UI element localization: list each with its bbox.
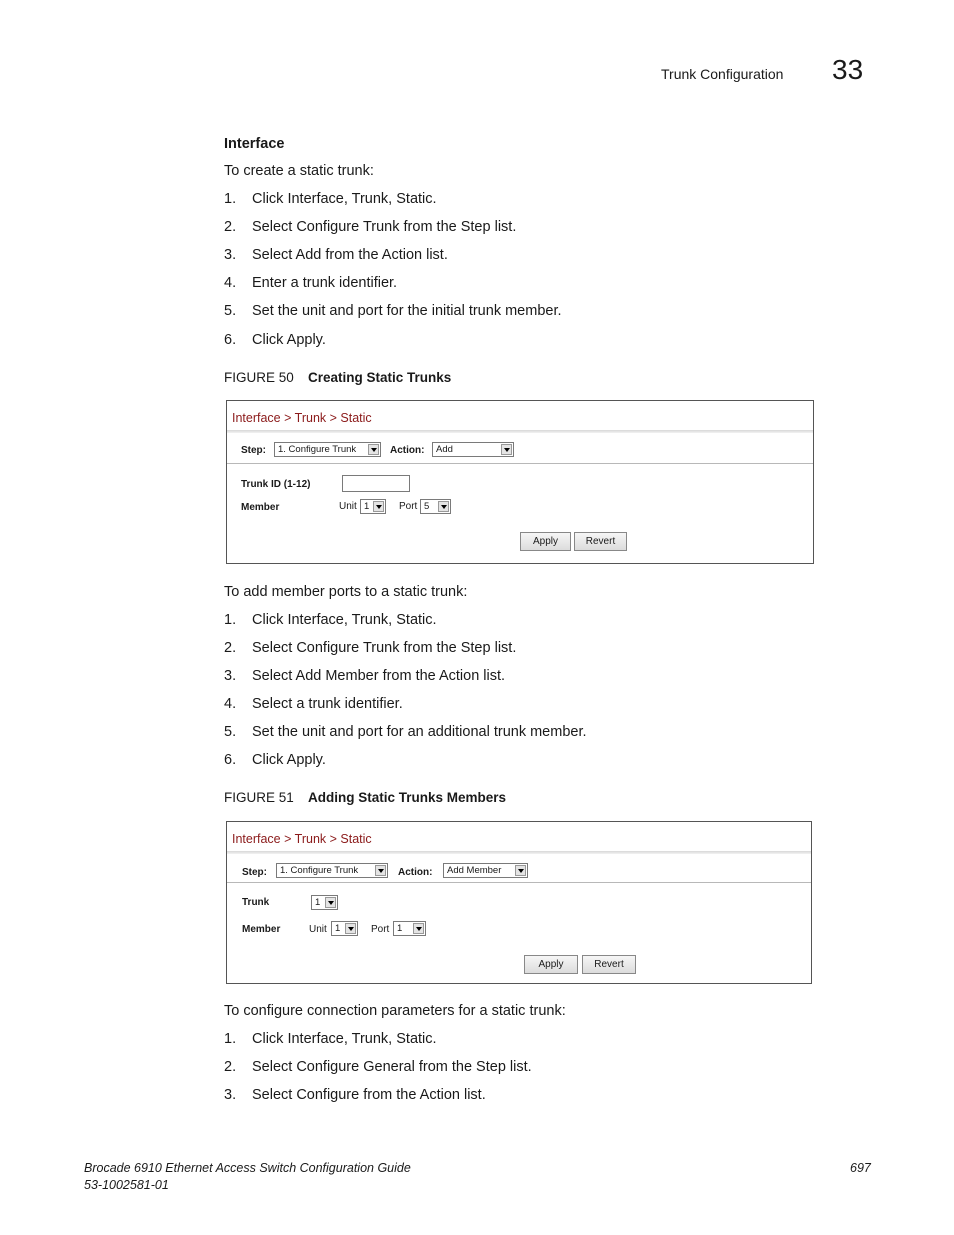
figure-label: FIGURE 51 xyxy=(224,790,294,805)
page-number: 697 xyxy=(850,1161,871,1175)
action-select-value: Add xyxy=(436,444,453,455)
list-item xyxy=(224,668,505,684)
list-item xyxy=(224,303,562,319)
step-text: Select Add Member from the Action list. xyxy=(252,668,506,684)
unit-label: Unit xyxy=(309,924,327,935)
step-number: 2. xyxy=(224,1059,237,1075)
chevron-down-icon[interactable] xyxy=(325,897,336,908)
figure-label: FIGURE 50 xyxy=(224,370,294,385)
chevron-down-icon[interactable] xyxy=(515,865,526,876)
figure-title: Creating Static Trunks xyxy=(308,370,452,385)
breadcrumb: Interface > Trunk > Static xyxy=(232,832,372,846)
step-number: 3. xyxy=(224,247,237,263)
step-text: Select Configure from the Action list. xyxy=(252,1087,486,1103)
list-item xyxy=(224,191,437,207)
port-select[interactable] xyxy=(420,499,451,514)
step-text: Set the unit and port for an additional trunk member. xyxy=(252,724,587,740)
step-label: Step: xyxy=(242,867,267,878)
divider xyxy=(227,430,813,433)
step-number: 2. xyxy=(224,219,237,235)
step-text: Enter a trunk identifier. xyxy=(252,275,398,291)
figure-title: Adding Static Trunks Members xyxy=(308,790,507,805)
step-number: 4. xyxy=(224,275,237,291)
member-label: Member xyxy=(242,924,281,935)
action-label: Action: xyxy=(390,445,425,456)
step-select[interactable] xyxy=(274,442,381,457)
add-member-intro: To add member ports to a static trunk: xyxy=(224,584,468,600)
chevron-down-icon[interactable] xyxy=(413,923,424,934)
action-select[interactable] xyxy=(432,442,514,457)
revert-button[interactable]: Revert xyxy=(574,532,627,551)
section-heading: Interface xyxy=(224,136,285,152)
step-label: Step: xyxy=(241,445,266,456)
step-number: 1. xyxy=(224,612,237,628)
chevron-down-icon[interactable] xyxy=(501,444,512,455)
step-text: Click Apply. xyxy=(252,332,326,348)
step-number: 3. xyxy=(224,1087,237,1103)
step-select[interactable] xyxy=(276,863,388,878)
chevron-down-icon[interactable] xyxy=(345,923,356,934)
revert-button[interactable]: Revert xyxy=(582,955,636,974)
port-label: Port xyxy=(399,501,418,512)
document-number: 53-1002581-01 xyxy=(84,1178,169,1192)
step-text: Select Configure Trunk from the Step list. xyxy=(252,219,517,235)
unit-select-value: 1 xyxy=(364,501,370,512)
trunk-select[interactable] xyxy=(311,895,338,910)
document-title: Brocade 6910 Ethernet Access Switch Configuration Guide xyxy=(84,1161,411,1175)
step-text: Set the unit and port for the initial trunk member. xyxy=(252,303,562,319)
chapter-number: 33 xyxy=(832,54,864,85)
step-number: 5. xyxy=(224,303,237,319)
list-item xyxy=(224,1059,532,1075)
divider xyxy=(227,463,813,464)
unit-label: Unit xyxy=(339,501,357,512)
list-item xyxy=(224,247,448,263)
step-number: 1. xyxy=(224,191,237,207)
step-number: 1. xyxy=(224,1031,237,1047)
list-item xyxy=(224,1031,437,1047)
unit-select[interactable] xyxy=(331,921,358,936)
list-item xyxy=(224,696,403,712)
step-select-value: 1. Configure Trunk xyxy=(278,444,357,455)
divider xyxy=(227,882,811,883)
step-number: 3. xyxy=(224,668,237,684)
list-item xyxy=(224,724,587,740)
trunk-id-input[interactable] xyxy=(342,475,410,492)
trunk-id-label: Trunk ID (1-12) xyxy=(241,479,311,490)
list-item xyxy=(224,332,326,348)
step-number: 5. xyxy=(224,724,237,740)
step-number: 2. xyxy=(224,640,237,656)
chapter-title: Trunk Configuration xyxy=(661,66,784,82)
port-select-value: 1 xyxy=(397,923,403,934)
unit-select-value: 1 xyxy=(335,923,341,934)
chevron-down-icon[interactable] xyxy=(375,865,386,876)
action-select-value: Add Member xyxy=(447,865,502,876)
trunk-select-value: 1 xyxy=(315,897,321,908)
step-number: 6. xyxy=(224,752,237,768)
list-item xyxy=(224,752,326,768)
list-item xyxy=(224,612,437,628)
step-text: Click Apply. xyxy=(252,752,326,768)
step-text: Select Add from the Action list. xyxy=(252,247,448,263)
figure-caption xyxy=(224,370,451,385)
chevron-down-icon[interactable] xyxy=(368,444,379,455)
step-select-value: 1. Configure Trunk xyxy=(280,865,359,876)
chevron-down-icon[interactable] xyxy=(438,501,449,512)
step-text: Select a trunk identifier. xyxy=(252,696,403,712)
chevron-down-icon[interactable] xyxy=(373,501,384,512)
unit-select[interactable] xyxy=(360,499,386,514)
list-item xyxy=(224,1087,486,1103)
connection-intro: To configure connection parameters for a static trunk: xyxy=(224,1003,566,1019)
port-select[interactable] xyxy=(393,921,426,936)
action-label: Action: xyxy=(398,867,433,878)
port-label: Port xyxy=(371,924,390,935)
create-intro: To create a static trunk: xyxy=(224,163,374,179)
port-select-value: 5 xyxy=(424,501,430,512)
step-text: Select Configure Trunk from the Step list. xyxy=(252,640,517,656)
figure-50-screenshot xyxy=(226,400,814,564)
list-item xyxy=(224,640,516,656)
member-label: Member xyxy=(241,502,280,513)
step-text: Select Configure General from the Step list. xyxy=(252,1059,532,1075)
step-number: 6. xyxy=(224,332,237,348)
step-text: Click Interface, Trunk, Static. xyxy=(252,191,437,207)
step-text: Click Interface, Trunk, Static. xyxy=(252,1031,437,1047)
step-text: Click Interface, Trunk, Static. xyxy=(252,612,437,628)
divider xyxy=(227,851,811,854)
breadcrumb: Interface > Trunk > Static xyxy=(232,411,372,425)
apply-button[interactable]: Apply xyxy=(524,955,578,974)
list-item xyxy=(224,219,516,235)
action-select[interactable] xyxy=(443,863,528,878)
apply-button[interactable]: Apply xyxy=(520,532,571,551)
trunk-label: Trunk xyxy=(242,897,270,908)
list-item xyxy=(224,275,397,291)
step-number: 4. xyxy=(224,696,237,712)
figure-51-screenshot xyxy=(226,821,812,984)
figure-caption xyxy=(224,790,506,805)
